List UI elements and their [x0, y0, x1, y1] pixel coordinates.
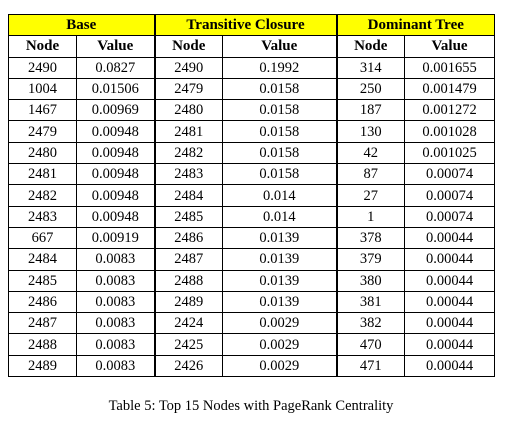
cell-dt-node: 380	[337, 270, 405, 291]
table-row	[9, 142, 495, 163]
cell-tc-node: 2484	[155, 185, 223, 206]
cell-tc-value: 0.0029	[223, 355, 337, 376]
table-caption: Table 5: Top 15 Nodes with PageRank Centrality	[108, 398, 394, 414]
table-row	[9, 334, 495, 355]
column-header-base-value: Value	[77, 36, 155, 57]
cell-dt-node: 471	[337, 355, 405, 376]
cell-base-node: 2480	[9, 142, 77, 163]
pagerank-table-container	[8, 14, 494, 377]
cell-tc-value: 0.0158	[223, 121, 337, 142]
cell-base-node: 2486	[9, 291, 77, 312]
cell-base-node: 1004	[9, 78, 77, 99]
cell-tc-value: 0.014	[223, 185, 337, 206]
cell-dt-node: 187	[337, 100, 405, 121]
column-header-tc-value: Value	[223, 36, 337, 57]
table-row	[9, 270, 495, 291]
cell-dt-node: 470	[337, 334, 405, 355]
cell-dt-node: 27	[337, 185, 405, 206]
table-row	[9, 313, 495, 334]
cell-base-value: 0.00948	[77, 121, 155, 142]
group-header-transitive-closure: Transitive Closure	[155, 15, 337, 36]
cell-tc-node: 2426	[155, 355, 223, 376]
cell-dt-node: 1	[337, 206, 405, 227]
cell-dt-value: 0.00044	[405, 355, 495, 376]
cell-base-value: 0.00948	[77, 164, 155, 185]
cell-tc-value: 0.0158	[223, 100, 337, 121]
cell-tc-value: 0.0029	[223, 334, 337, 355]
cell-tc-value: 0.0029	[223, 313, 337, 334]
table-row	[9, 121, 495, 142]
table-body	[9, 57, 495, 376]
cell-base-value: 0.00948	[77, 185, 155, 206]
cell-dt-value: 0.00074	[405, 185, 495, 206]
cell-base-node: 2479	[9, 121, 77, 142]
cell-dt-node: 130	[337, 121, 405, 142]
cell-tc-value: 0.0158	[223, 164, 337, 185]
cell-base-value: 0.00948	[77, 142, 155, 163]
column-header-row	[9, 36, 495, 57]
cell-base-value: 0.0083	[77, 334, 155, 355]
cell-tc-value: 0.0139	[223, 270, 337, 291]
cell-tc-value: 0.0158	[223, 78, 337, 99]
cell-dt-node: 87	[337, 164, 405, 185]
cell-dt-value: 0.001028	[405, 121, 495, 142]
cell-base-node: 2485	[9, 270, 77, 291]
group-header-row	[9, 15, 495, 36]
cell-dt-node: 382	[337, 313, 405, 334]
table-row	[9, 227, 495, 248]
table-row	[9, 355, 495, 376]
cell-dt-value: 0.00044	[405, 334, 495, 355]
column-header-base-node: Node	[9, 36, 77, 57]
table-row	[9, 206, 495, 227]
group-header-dominant-tree: Dominant Tree	[337, 15, 495, 36]
cell-tc-value: 0.0158	[223, 142, 337, 163]
cell-base-value: 0.0083	[77, 355, 155, 376]
cell-base-node: 2488	[9, 334, 77, 355]
column-header-tc-node: Node	[155, 36, 223, 57]
cell-dt-value: 0.00044	[405, 249, 495, 270]
table-row	[9, 249, 495, 270]
cell-base-value: 0.00969	[77, 100, 155, 121]
cell-dt-value: 0.00044	[405, 291, 495, 312]
cell-base-value: 0.0083	[77, 291, 155, 312]
cell-tc-node: 2490	[155, 57, 223, 78]
cell-dt-node: 250	[337, 78, 405, 99]
table-row	[9, 291, 495, 312]
cell-dt-value: 0.00044	[405, 313, 495, 334]
cell-tc-node: 2424	[155, 313, 223, 334]
cell-tc-value: 0.0139	[223, 227, 337, 248]
cell-dt-value: 0.001479	[405, 78, 495, 99]
cell-tc-node: 2486	[155, 227, 223, 248]
cell-dt-value: 0.00044	[405, 227, 495, 248]
cell-tc-node: 2425	[155, 334, 223, 355]
cell-base-node: 2489	[9, 355, 77, 376]
cell-dt-node: 314	[337, 57, 405, 78]
cell-base-node: 2483	[9, 206, 77, 227]
cell-tc-node: 2488	[155, 270, 223, 291]
cell-base-value: 0.0827	[77, 57, 155, 78]
cell-base-value: 0.0083	[77, 313, 155, 334]
cell-dt-node: 378	[337, 227, 405, 248]
cell-tc-value: 0.0139	[223, 249, 337, 270]
cell-dt-node: 381	[337, 291, 405, 312]
cell-tc-node: 2479	[155, 78, 223, 99]
cell-tc-node: 2483	[155, 164, 223, 185]
cell-dt-value: 0.00074	[405, 164, 495, 185]
cell-base-value: 0.00948	[77, 206, 155, 227]
cell-base-value: 0.0083	[77, 249, 155, 270]
column-header-dt-node: Node	[337, 36, 405, 57]
cell-tc-value: 0.1992	[223, 57, 337, 78]
cell-dt-value: 0.001272	[405, 100, 495, 121]
cell-dt-value: 0.00074	[405, 206, 495, 227]
cell-dt-value: 0.001655	[405, 57, 495, 78]
table-row	[9, 78, 495, 99]
cell-tc-node: 2487	[155, 249, 223, 270]
cell-base-value: 0.0083	[77, 270, 155, 291]
cell-tc-node: 2481	[155, 121, 223, 142]
table-row	[9, 100, 495, 121]
cell-tc-node: 2489	[155, 291, 223, 312]
pagerank-table	[8, 14, 495, 377]
cell-base-node: 667	[9, 227, 77, 248]
cell-tc-value: 0.0139	[223, 291, 337, 312]
cell-tc-node: 2485	[155, 206, 223, 227]
cell-dt-node: 379	[337, 249, 405, 270]
cell-tc-value: 0.014	[223, 206, 337, 227]
cell-base-value: 0.00919	[77, 227, 155, 248]
table-row	[9, 57, 495, 78]
cell-base-node: 2490	[9, 57, 77, 78]
cell-dt-value: 0.001025	[405, 142, 495, 163]
cell-tc-node: 2482	[155, 142, 223, 163]
cell-base-node: 2487	[9, 313, 77, 334]
cell-base-node: 2482	[9, 185, 77, 206]
cell-base-node: 1467	[9, 100, 77, 121]
cell-base-node: 2481	[9, 164, 77, 185]
cell-dt-value: 0.00044	[405, 270, 495, 291]
table-row	[9, 185, 495, 206]
cell-base-value: 0.01506	[77, 78, 155, 99]
column-header-dt-value: Value	[405, 36, 495, 57]
group-header-base: Base	[9, 15, 155, 36]
table-row	[9, 164, 495, 185]
cell-tc-node: 2480	[155, 100, 223, 121]
cell-dt-node: 42	[337, 142, 405, 163]
cell-base-node: 2484	[9, 249, 77, 270]
